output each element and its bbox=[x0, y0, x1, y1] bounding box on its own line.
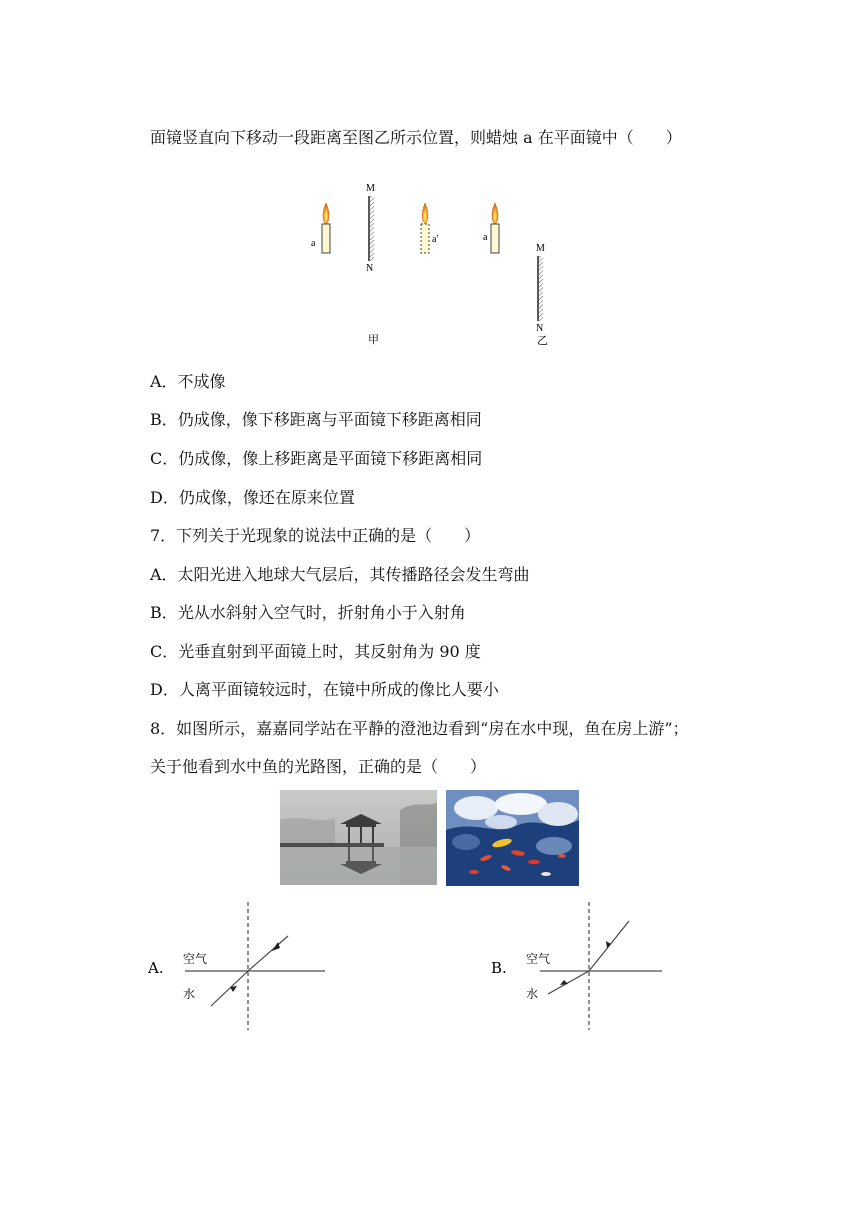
label-m-jia: M bbox=[366, 183, 375, 194]
q7-option-c: C．光垂直射到平面镜上时，其反射角为 90 度 bbox=[150, 642, 481, 661]
candle-image-a-prime bbox=[421, 203, 429, 253]
water-label-b: 水 bbox=[526, 987, 539, 1001]
q6-option-d: D．仍成像，像还在原来位置 bbox=[150, 488, 355, 507]
candle-mirror-figure bbox=[300, 178, 570, 350]
q6-option-c: C．仍成像，像上移距离是平面镜下移距离相同 bbox=[150, 449, 483, 468]
q8-stem-line1: 8．如图所示，嘉嘉同学站在平静的澄池边看到“房在水中现，鱼在房上游”； bbox=[150, 719, 689, 738]
ray-diagram-b bbox=[488, 900, 678, 1035]
koi-fish-photo bbox=[446, 790, 579, 886]
arrow-down-icon bbox=[230, 986, 237, 992]
candle-a-yi bbox=[491, 203, 499, 253]
option-b-label: B. bbox=[491, 959, 507, 977]
label-n-yi: N bbox=[536, 323, 544, 334]
pavilion-reflection-photo bbox=[280, 790, 437, 885]
ray-water-a bbox=[211, 971, 248, 1006]
label-m-yi: M bbox=[536, 243, 545, 254]
q6-option-b: B．仍成像，像下移距离与平面镜下移距离相同 bbox=[150, 410, 482, 429]
q7-stem: 7．下列关于光现象的说法中正确的是（ ） bbox=[150, 526, 481, 545]
ray-air-a bbox=[248, 936, 288, 971]
air-label-b: 空气 bbox=[526, 952, 551, 966]
q6-stem-tail: 面镜竖直向下移动一段距离至图乙所示位置，则蜡烛 a 在平面镜中（ ） bbox=[150, 128, 682, 147]
q7-option-d: D．人离平面镜较远时，在镜中所成的像比人要小 bbox=[150, 680, 499, 699]
q7-option-b: B．光从水斜射入空气时，折射角小于入射角 bbox=[150, 603, 466, 622]
q7-option-a: A．太阳光进入地球大气层后，其传播路径会发生弯曲 bbox=[150, 565, 530, 584]
mirror-jia bbox=[369, 196, 374, 261]
caption-jia: 甲 bbox=[368, 333, 379, 346]
caption-yi: 乙 bbox=[537, 334, 548, 347]
label-a-jia: a bbox=[311, 238, 316, 249]
label-n-jia: N bbox=[366, 263, 374, 274]
ray-water-b bbox=[548, 971, 589, 994]
option-a-label: A. bbox=[148, 959, 164, 977]
water-label-a: 水 bbox=[183, 987, 196, 1001]
ray-diagram-a bbox=[145, 900, 335, 1035]
label-a-prime: a' bbox=[432, 234, 439, 245]
label-a-yi: a bbox=[483, 232, 488, 243]
mirror-yi bbox=[538, 256, 543, 321]
q8-stem-line2: 关于他看到水中鱼的光路图，正确的是（ ） bbox=[150, 757, 487, 776]
q6-option-a: A．不成像 bbox=[150, 372, 226, 391]
candle-a-jia bbox=[322, 203, 330, 253]
air-label-a: 空气 bbox=[183, 952, 208, 966]
arrow-up-icon bbox=[560, 980, 568, 985]
